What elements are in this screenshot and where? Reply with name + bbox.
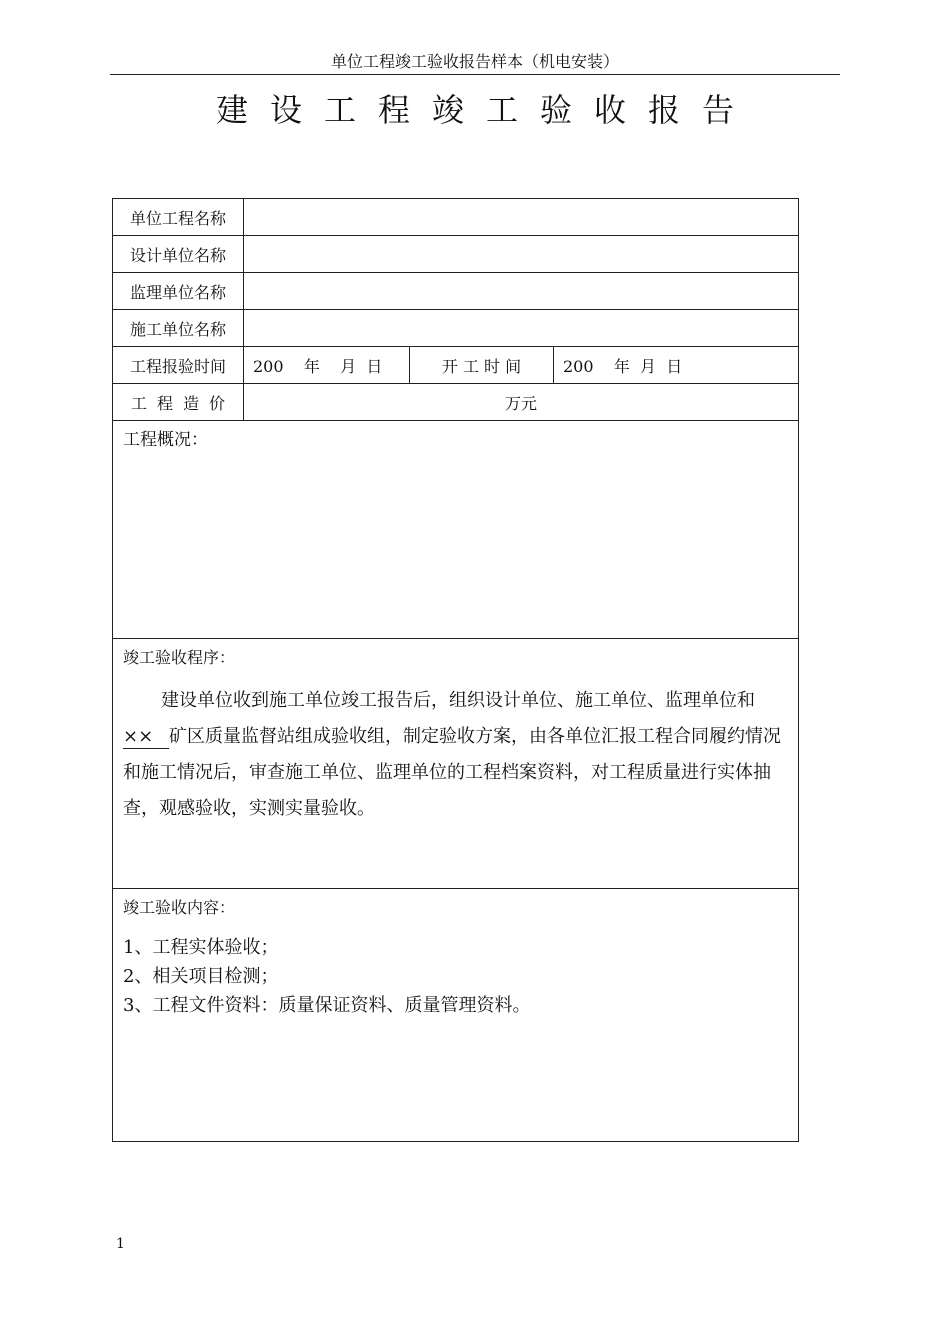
procedure-paragraph [123, 683, 795, 827]
procedure-text-part2: 矿区质量监督站组成验收组，制定验收方案，由各单位汇报工程合同履约情况和施工情况后，审查施工单位、监理单位的工程档案资料，对工程质量进行实体抽查，观感验收，实测实量验收。 [123, 726, 781, 819]
list-item: 1、工程实体验收； [123, 937, 279, 958]
field-label: 施工单位名称 [113, 310, 244, 347]
procedure-section[interactable] [113, 639, 799, 889]
field-label: 设计单位名称 [113, 236, 244, 273]
supervision-unit-name-field[interactable] [244, 273, 799, 310]
field-label: 开 工 时 间 [410, 347, 554, 384]
table-row [113, 273, 799, 310]
report-time-field[interactable] [244, 347, 410, 384]
overview-section[interactable] [113, 421, 799, 639]
contents-list [123, 933, 530, 1020]
contents-section[interactable] [113, 889, 799, 1142]
report-time-value: 200 年 月 日 [253, 356, 383, 376]
table-row [113, 236, 799, 273]
design-unit-name-field[interactable] [244, 236, 799, 273]
table-row [113, 310, 799, 347]
header-rule [110, 74, 840, 75]
table-row [113, 199, 799, 236]
construction-unit-name-field[interactable] [244, 310, 799, 347]
field-label: 单位工程名称 [113, 199, 244, 236]
list-item: 3、工程文件资料：质量保证资料、质量管理资料。 [123, 995, 531, 1016]
list-item: 2、相关项目检测； [123, 966, 279, 987]
procedure-label: 竣工验收程序： [123, 648, 236, 667]
start-time-field[interactable] [554, 347, 799, 384]
procedure-text-part1: 建设单位收到施工单位竣工报告后，组织设计单位、施工单位、监理单位和 [161, 690, 755, 711]
field-label: 工程报验时间 [113, 347, 244, 384]
start-time-value: 200 年 月 日 [563, 356, 683, 376]
table-row [113, 421, 799, 639]
unit-project-name-field[interactable] [244, 199, 799, 236]
running-header: 单位工程竣工验收报告样本（机电安装） [330, 52, 619, 71]
page-number: 1 [116, 1236, 125, 1252]
table-row [113, 347, 799, 384]
field-label: 监理单位名称 [113, 273, 244, 310]
table-row [113, 639, 799, 889]
table-row [113, 384, 799, 421]
blank-underline: ×× [123, 726, 169, 749]
report-table [112, 198, 799, 1142]
field-label: 工程造价 [113, 384, 244, 421]
overview-label: 工程概况： [123, 430, 208, 450]
document-title: 建设工程竣工验收报告 [215, 91, 756, 129]
cost-field[interactable]: 万元 [244, 384, 799, 421]
contents-label: 竣工验收内容： [123, 898, 236, 917]
table-row [113, 889, 799, 1142]
